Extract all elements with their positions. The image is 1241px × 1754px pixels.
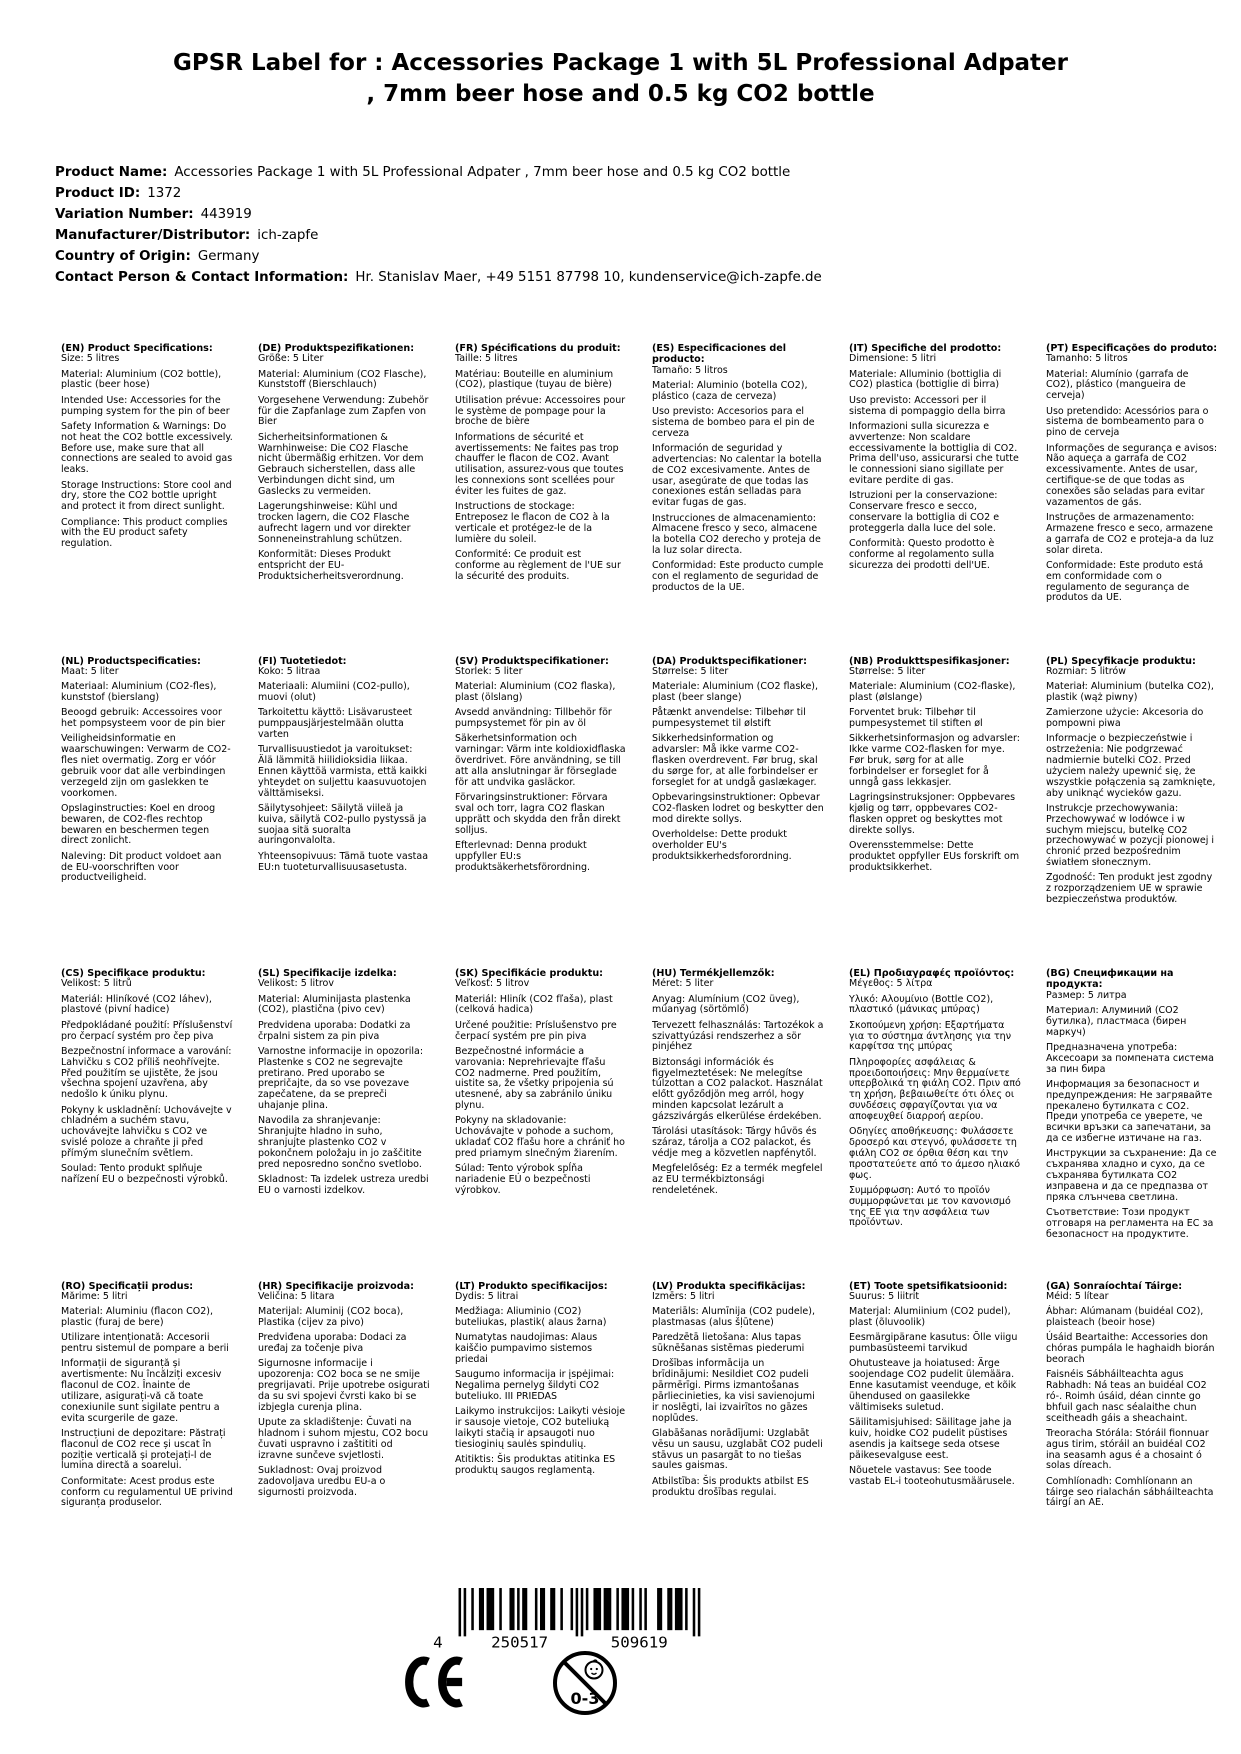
language-block-paragraph: Material: Aluminium (CO2 bottle), plastic (beer hose)	[61, 368, 222, 391]
language-block-paragraph: Material: Alumínio (garrafa de CO2), plástico (mangueira de cerveja)	[1046, 368, 1189, 402]
language-block-paragraph: Størrelse: 5 liter	[849, 665, 926, 677]
language-block-paragraph: Turvallisuustiedot ja varoitukset: Älä lämmitä hiilidioksidia liikaa. Ennen käyttöä varmista, että kaikki yhteydet on suljettu kaasuvuotojen välttämiseksi.	[258, 744, 427, 799]
language-block-paragraph: Suurus: 5 liitrit	[849, 1290, 920, 1302]
language-block-paragraph: Størrelse: 5 liter	[652, 665, 729, 677]
language-block-el	[849, 968, 1021, 1281]
language-block-ro	[61, 1281, 233, 1594]
language-block-paragraph: Ohutusteave ja hoiatused: Ärge soojendage CO2 pudelit ülemäära. Enne kasutamist veenduge, et kõik ühendused on gaasilekke vältimiseks suletud.	[849, 1358, 1017, 1413]
language-grid	[61, 343, 1219, 1593]
language-block-paragraph: Sicherheitsinformationen & Warnhinweise: Die CO2 Flasche nicht übermäßig erhitzen. Vor dem Gebrauch sicherstellen, dass alle Verbindungen dicht sind, um Gaslecks zu vermeiden.	[258, 431, 424, 497]
language-block-nl	[61, 656, 233, 969]
barcode-digits-group2: 509619	[610, 1633, 668, 1650]
language-block-paragraph: Sigurnosne informacije i upozorenja: CO2 boca se ne smije pregrijavati. Prije upotrebe osigurati da su svi spojevi čvrsti kako bi se izbjegla curenja plina.	[258, 1358, 430, 1413]
barcode-bars-icon	[428, 1588, 708, 1650]
language-block-paragraph: Súlad: Tento výrobok spĺňa nariadenie EÚ o bezpečnosti výrobkov.	[455, 1163, 591, 1196]
language-block-paragraph: Compliance: This product complies with the EU product safety regulation.	[61, 516, 228, 550]
language-block-paragraph: Efterlevnad: Denna produkt uppfyller EU:s produktsäkerhetsförordning.	[455, 839, 591, 873]
language-block-ga	[1046, 1281, 1218, 1594]
language-block-heading: (SL) Specifikacije izdelka:	[258, 968, 397, 979]
language-block-paragraph: Anyag: Alumínium (CO2 üveg), műanyag (sörtömlő)	[652, 993, 800, 1016]
language-block-paragraph: Matériau: Bouteille en aluminium (CO2), plastique (tuyau de bière)	[455, 368, 614, 391]
language-block-heading: (BG) Спецификации на продукта:	[1046, 968, 1174, 991]
language-block-heading: (SV) Produktspecifikationer:	[455, 655, 609, 667]
language-block-paragraph: Úsáid Beartaithe: Accessories don chóras pumpála le haghaidh biorán beorach	[1046, 1332, 1215, 1365]
language-block-heading: (IT) Specifiche del prodotto:	[849, 343, 1002, 354]
variation-number-line	[55, 205, 822, 226]
language-block-paragraph: Laikymo instrukcijos: Laikyti vėsioje ir sausoje vietoje, CO2 buteliuką laikyti stačią ir apsaugoti nuo tiesioginių saulės spindulių.	[455, 1406, 626, 1450]
language-block-paragraph: Konformität: Dieses Produkt entspricht der EU-Produktsicherheitsverordnung.	[258, 549, 404, 582]
language-block-paragraph: Инструкции за съхранение: Да се съхранява хладно и сухо, да се съхранява бутилката CO2 изправена и да се предпазва от пряка слънчева светлина.	[1046, 1148, 1217, 1203]
language-block-paragraph: Forventet bruk: Tilbehør til pumpesystemet til stiften øl	[849, 707, 983, 730]
language-block-paragraph: Μέγεθος: 5 λίτρα	[849, 978, 933, 990]
language-block-paragraph: Eesmärgipärane kasutus: Õlle viigu pumbasüsteemi tarvikud	[849, 1332, 1018, 1355]
language-block-heading: (CS) Specifikace produktu:	[61, 968, 206, 979]
language-block-paragraph: Sikkerhetsinformasjon og advarsler: Ikke varme CO2-flasken for mye. Før bruk, sørg for at alle forbindelser er forseglet for å unngå gass lekkasjer.	[849, 733, 1020, 788]
language-block-paragraph: Säilytysohjeet: Säilytä viileä ja kuiva, säilytä CO2-pullo pystyssä ja suojaa sitä suoralta auringonvalolta.	[258, 802, 427, 847]
age-warning-label: 0-3	[570, 1689, 600, 1708]
manufacturer-value: ich-zapfe	[257, 227, 319, 243]
language-block-paragraph: Förvaringsinstruktioner: Förvara sval och torr, lagra CO2 flaskan upprätt och skydda den från direkt solljus.	[455, 792, 621, 836]
language-block-paragraph: Taille: 5 litres	[455, 353, 518, 365]
language-block-paragraph: Tarkoitettu käyttö: Lisävarusteet pumppausjärjestelmään olutta varten	[258, 707, 413, 740]
language-block-da	[652, 656, 824, 969]
language-block-paragraph: Dydis: 5 litrai	[455, 1290, 519, 1302]
ean13-barcode	[428, 1588, 708, 1650]
variation-number-label: Variation Number:	[55, 206, 194, 222]
country-of-origin-value: Germany	[197, 248, 260, 264]
language-block-paragraph: Uso previsto: Accessori per il sistema di pompaggio della birra	[849, 394, 1006, 417]
language-block-paragraph: Yhteensopivuus: Tämä tuote vastaa EU:n tuoteturvallisuusasetusta.	[258, 850, 429, 873]
country-of-origin-label: Country of Origin:	[55, 248, 191, 264]
language-block-heading: (PL) Specyfikacje produktu:	[1046, 655, 1196, 667]
language-block-paragraph: Tamanho: 5 litros	[1046, 353, 1128, 365]
language-block-et	[849, 1281, 1021, 1594]
language-block-paragraph: Πληροφορίες ασφάλειας & προειδοποιήσεις: Μην θερμαίνετε υπερβολικά τη φιάλη CO2. Πριν από τη χρήση, βεβαιωθείτε ότι όλες οι συνδέσεις σφραγίζονται για να αποφευχθεί διαρροή αερίου.	[849, 1056, 1021, 1122]
language-block-paragraph: Koko: 5 litraa	[258, 665, 321, 677]
language-block-fi	[258, 656, 430, 969]
language-block-heading: (ES) Especificaciones del producto:	[652, 343, 787, 366]
language-block-paragraph: Biztonsági információk és figyelmeztetések: Ne melegítse túlzottan a CO2 palackot. Használat előtt győződjön meg arról, hogy minden kapcsolat lezárult a gázszivárgás elkerülése érdekében.	[652, 1056, 823, 1122]
language-block-paragraph: Atitiktis: Šis produktas atitinka ES produktų saugos reglamentą.	[455, 1454, 616, 1476]
language-block-paragraph: Υλικό: Αλουμίνιο (Bottle CO2), πλαστικό (μάνικας μπύρας)	[849, 993, 994, 1016]
language-block-heading: (HR) Specifikacije proizvoda:	[258, 1280, 414, 1292]
language-block-paragraph: Storlek: 5 liter	[455, 665, 523, 677]
language-block-paragraph: Glabāšanas norādījumi: Uzglabāt vēsu un sausu, uzglabāt CO2 pudeli stāvus un pasargāt to no tiešas saules gaismas.	[652, 1427, 823, 1472]
language-block-paragraph: Numatytas naudojimas: Alaus kaiščio pumpavimo sistemos priedai	[455, 1332, 598, 1365]
page-title	[0, 48, 1241, 110]
language-block-paragraph: Uso previsto: Accesorios para el sistema de bombeo para el pin de cerveza	[652, 406, 815, 439]
language-block-heading: (FI) Tuotetiedot:	[258, 655, 347, 667]
language-block-paragraph: Material: Aluminium (CO2 Flasche), Kunststoff (Bierschlauch)	[258, 368, 427, 391]
language-block-paragraph: Maat: 5 liter	[61, 665, 119, 677]
language-block-paragraph: Utilisation prévue: Accessoires pour le système de pompage pour la broche de bière	[455, 394, 626, 428]
language-block-paragraph: Dimensione: 5 litri	[849, 353, 937, 365]
language-block-es	[652, 343, 824, 656]
language-block-paragraph: Οδηγίες αποθήκευσης: Φυλάσσετε δροσερό και στεγνό, φυλάσσετε τη φιάλη CO2 σε όρθια θέση και την προστατεύετε από το άμεσο ηλιακό φως.	[849, 1126, 1021, 1181]
language-block-paragraph: Materiale: Aluminium (CO2 flaske), plast (beer slange)	[652, 681, 819, 703]
language-block-sv	[455, 656, 627, 969]
language-block-paragraph: Tervezett felhasználás: Tartozékok a szivattyúzási rendszerhez a sör pinjéhez	[652, 1019, 824, 1053]
language-block-paragraph: Material: Aluminiu (flacon CO2), plastic (furaj de bere)	[61, 1306, 214, 1328]
language-block-paragraph: Varnostne informacije in opozorila: Plastenke s CO2 ne segrevajte pretirano. Pred uporabo se prepričajte, da so vse povezave zapečatene, da se prepreči uhajanje plina.	[258, 1045, 424, 1112]
language-block-paragraph: Informações de segurança e avisos: Não aqueça a garrafa de CO2 excessivamente. Antes de usar, certifique-se de que todas as conexões são seladas para evitar vazamentos de gás.	[1046, 442, 1218, 508]
language-block-paragraph: Předpokládané použití: Příslušenství pro čerpací systém pro čep piva	[61, 1019, 233, 1042]
language-block-paragraph: Pokyny k uskladnění: Uchovávejte v chladném a suchém stavu, uchovávejte lahvičku s CO2 ve svislé poloze a chraňte ji před přímým slunečním světlem.	[61, 1104, 232, 1159]
language-block-paragraph: Materiale: Aluminium (CO2-flaske), plast (ølslange)	[849, 681, 1016, 703]
language-block-paragraph: Предназначена употреба: Аксесоари за помпената система за пин бира	[1046, 1041, 1214, 1075]
language-block-paragraph: Materiaal: Aluminium (CO2-fles), kunststof (bierslang)	[61, 681, 217, 703]
language-block-paragraph: Informazioni sulla sicurezza e avvertenze: Non scaldare eccessivamente la bottiglia di CO2. Prima dell'uso, assicurarsi che tutte le connessioni siano sigillate per evitare perdite di gas.	[849, 420, 1019, 487]
language-block-paragraph: Material: Aluminium (CO2 flaska), plast (ölslang)	[455, 681, 616, 703]
language-block-paragraph: Materiál: Hliníkové (CO2 láhev), plastové (pivní hadice)	[61, 993, 212, 1016]
language-block-paragraph: Conformité: Ce produit est conforme au règlement de l'UE sur la sécurité des produits.	[455, 549, 621, 582]
language-block-paragraph: Overensstemmelse: Dette produktet oppfyller EUs forskrift om produktsikkerhet.	[849, 839, 1020, 873]
language-block-paragraph: Conformidade: Este produto está em conformidade com o regulamento de segurança de produtos da UE.	[1046, 559, 1204, 604]
product-id-label: Product ID:	[55, 185, 141, 201]
language-block-paragraph: Размер: 5 литра	[1046, 989, 1127, 1001]
language-block-bg	[1046, 968, 1218, 1281]
language-block-paragraph: Predvidena uporaba: Dodatki za črpalni sistem za pin piva	[258, 1019, 411, 1042]
language-block-paragraph: Informații de siguranță și avertismente: Nu încălziți excesiv flaconul de CO2. Înainte de utilizare, asigurați-vă că toate conexiunile sunt sigilate pentru a evita scurgerile de gaze.	[61, 1358, 222, 1424]
language-block-paragraph: Predviđena uporaba: Dodaci za uređaj za točenje piva	[258, 1332, 407, 1355]
language-block-paragraph: Zamierzone użycie: Akcesoria do pompowni piwa	[1046, 707, 1204, 730]
barcode-digits-group1: 250517	[491, 1633, 549, 1650]
language-block-paragraph: Opslaginstructies: Koel en droog bewaren, de CO2-fles rechtop bewaren en beschermen tegen direct zonlicht.	[61, 802, 216, 847]
language-block-paragraph: Materiál: Hliník (CO2 fľaša), plast (celková hadica)	[455, 993, 613, 1016]
language-block-paragraph: Méret: 5 liter	[652, 978, 714, 990]
product-id-value: 1372	[147, 185, 182, 201]
language-block-paragraph: Velikost: 5 litrov	[258, 978, 334, 990]
language-block-paragraph: Instrucțiuni de depozitare: Păstrați flaconul de CO2 rece și uscat în poziție verticală și protejați-l de lumina directă a soarelui.	[61, 1427, 226, 1472]
language-block-paragraph: Rozmiar: 5 litrów	[1046, 665, 1126, 677]
language-block-heading: (EL) Προδιαγραφές προϊόντος:	[849, 968, 1015, 979]
language-block-paragraph: Lagringsinstruksjoner: Oppbevares kjølig og tørr, oppbevares CO2-flasken oppret og beskyttes mot direkte sollys.	[849, 792, 1016, 836]
language-block-paragraph: Materijal: Aluminij (CO2 boca), Plastika (cijev za pivo)	[258, 1306, 404, 1328]
language-block-paragraph: Saugumo informacija ir įspėjimai: Negalima pernelyg šildyti CO2 buteliuko. III PRIEDAS	[455, 1369, 615, 1402]
product-name-line	[55, 163, 822, 184]
language-block-paragraph: Drošības informācija un brīdinājumi: Nesildiet CO2 pudeli pārmērīgi. Pirms izmantošanas pārliecinieties, ka visi savienojumi ir noslēgti, lai izvairītos no gāzes noplūdes.	[652, 1358, 815, 1424]
language-block-paragraph: Určené použitie: Príslušenstvo pre čerpací systém pre pin piva	[455, 1019, 617, 1042]
language-block-paragraph: Materjal: Alumiinium (CO2 pudel), plast (õluvoolik)	[849, 1306, 1011, 1328]
language-block-paragraph: Информация за безопасност и предупреждения: Не загрявайте прекалено бутилката с CO2. Преди употреба се уверете, че всички връзки са запечатани, за да се избегне изтичане на газ.	[1046, 1078, 1213, 1145]
language-block-paragraph: Informacje o bezpieczeństwie i ostrzeżenia: Nie podgrzewać nadmiernie butelki CO2. Przed użyciem należy upewnić się, że wszystkie połączenia są zamknięte, aby uniknąć wycieków gazu.	[1046, 733, 1216, 799]
page-title-line2: , 7mm beer hose and 0.5 kg CO2 bottle	[366, 81, 875, 108]
language-block-paragraph: Bezpečnostné informácie a varovania: Neprehrievajte fľašu CO2 nadmerne. Pred použitím, uistite sa, že všetky pripojenia sú utesnené, aby sa zabránilo úniku plynu.	[455, 1045, 614, 1112]
language-block-paragraph: Pokyny na skladovanie: Uchovávajte v pohode a suchom, ukladať CO2 fľašu hore a chrániť ho pred priamym slnečným žiarením.	[455, 1115, 625, 1159]
language-block-pt	[1046, 343, 1218, 656]
language-block-pl	[1046, 656, 1218, 969]
language-block-paragraph: Faisnéis Sábháilteachta agus Rabhadh: Ná teas an buidéal CO2 ró-. Roimh úsáid, déan cinnte go bhfuil gach nasc séalaithe chun sceitheadh gáis a sheachaint.	[1046, 1369, 1207, 1424]
language-block-paragraph: Säilitamisjuhised: Säilitage jahe ja kuiv, hoidke CO2 pudelit püstises asendis ja kaitsege seda otsese päikesevalguse eest.	[849, 1417, 1012, 1461]
language-block-paragraph: Sukladnost: Ovaj proizvod zadovoljava uredbu EU-a o sigurnosti proizvoda.	[258, 1464, 386, 1498]
language-block-heading: (GA) Sonraíochtaí Táirge:	[1046, 1280, 1183, 1292]
variation-number-value: 443919	[200, 206, 252, 222]
language-block-paragraph: Utilizare intenționată: Accesorii pentru sistemul de pompare a berii	[61, 1332, 229, 1355]
language-block-heading: (LT) Produkto specifikacijos:	[455, 1280, 608, 1292]
language-block-paragraph: Nõuetele vastavus: See toode vastab EL-i tooteohutusmäärusele.	[849, 1464, 1015, 1487]
language-block-paragraph: Instrukcje przechowywania: Przechowywać w lodówce i w suchym miejscu, butelkę CO2 przechowywać w pozycji pionowej i chronić przed bezpośrednim światłem słonecznym.	[1046, 802, 1215, 869]
language-block-paragraph: Материал: Алуминий (CO2 бутилка), пластмаса (бирен маркуч)	[1046, 1004, 1187, 1038]
language-block-cs	[61, 968, 233, 1281]
language-block-paragraph: Conformitate: Acest produs este conform cu regulamentul UE privind siguranța produselor.	[61, 1475, 233, 1509]
language-block-paragraph: Съответствие: Този продукт отговаря на регламента на ЕС за безопасност на продуктите.	[1046, 1207, 1214, 1240]
language-block-heading: (NB) Produkttspesifikasjoner:	[849, 655, 1010, 667]
language-block-en	[61, 343, 233, 656]
contact-line	[55, 268, 822, 289]
language-block-paragraph: Mărime: 5 litri	[61, 1290, 128, 1302]
product-name-value: Accessories Package 1 with 5L Professional Adpater , 7mm beer hose and 0.5 kg CO2 bottle	[174, 165, 791, 180]
language-block-heading: (LV) Produkta specifikācijas:	[652, 1280, 806, 1292]
language-block-heading: (RO) Specificații produs:	[61, 1280, 194, 1292]
age-warning-0-3-icon	[548, 1642, 622, 1728]
language-block-paragraph: Treoracha Stórála: Stóráil fionnuar agus tirim, stóráil an buidéal CO2 ina seasamh agus é a chosaint ó solas díreach.	[1046, 1427, 1209, 1472]
language-block-paragraph: Instruções de armazenamento: Armazene fresco e seco, armazene a garrafa de CO2 e proteja-a da luz solar direta.	[1046, 512, 1214, 556]
language-block-paragraph: Vorgesehene Verwendung: Zubehör für die Zapfanlage zum Zapfen von Bier	[258, 394, 429, 428]
language-block-lv	[652, 1281, 824, 1594]
language-block-paragraph: Lagerungshinweise: Kühl und trocken lagern, die CO2 Flasche aufrecht lagern und vor direkter Sonneneinstrahlung schützen.	[258, 501, 411, 545]
language-block-paragraph: Ábhar: Alúmanam (buidéal CO2), plaisteach (beoir hose)	[1046, 1306, 1204, 1328]
language-block-lt	[455, 1281, 627, 1594]
language-block-sk	[455, 968, 627, 1281]
language-block-paragraph: Συμμόρφωση: Αυτό το προϊόν συμμορφώνεται με τον κανονισμό της ΕΕ για την ασφάλεια των προϊόντων.	[849, 1184, 1011, 1229]
language-block-it	[849, 343, 1021, 656]
language-block-paragraph: Storage Instructions: Store cool and dry, store the CO2 bottle upright and protect it from direct sunlight.	[61, 479, 232, 513]
language-block-paragraph: Größe: 5 Liter	[258, 353, 324, 365]
barcode-digit-left: 4	[433, 1633, 443, 1650]
language-block-paragraph: Bezpečnostní informace a varování: Lahvičku s CO2 příliš neohřívejte. Před použitím se ujistěte, že jsou všechna spojení uzavřena, aby nedošlo k úniku plynu.	[61, 1045, 232, 1101]
language-block-paragraph: Megfelelőség: Ez a termék megfelel az EU termékbiztonsági rendeletének.	[652, 1163, 823, 1196]
language-block-paragraph: Safety Information & Warnings: Do not heat the CO2 bottle excessively. Before use, make sure that all connections are sealed to avoid gas leaks.	[61, 420, 233, 476]
language-block-paragraph: Naleving: Dit product voldoet aan de EU-voorschriften voor productveiligheid.	[61, 850, 222, 884]
language-block-paragraph: Medžiaga: Aliuminio (CO2) buteliukas, plastik( alaus žarna)	[455, 1306, 607, 1328]
country-of-origin-line	[55, 247, 822, 268]
language-block-de	[258, 343, 430, 656]
product-id-line	[55, 184, 822, 205]
language-block-paragraph: Skladnost: Ta izdelek ustreza uredbi EU o varnosti izdelkov.	[258, 1174, 429, 1196]
language-block-paragraph: Comhlíonadh: Comhlíonann an táirge seo rialachán sábháilteachta táirgí an AE.	[1046, 1475, 1214, 1509]
language-block-paragraph: Veiligheidsinformatie en waarschuwingen: Verwarm de CO2-fles niet overmatig. Zorg er vóór gebruik voor dat alle verbindingen verzegeld zijn om gaslekken te voorkomen.	[61, 733, 231, 799]
language-block-paragraph: Izmērs: 5 litri	[652, 1290, 715, 1302]
product-name-label: Product Name:	[55, 165, 168, 180]
language-block-heading: (FR) Spécifications du produit:	[455, 343, 621, 354]
language-block-paragraph: Upute za skladištenje: Čuvati na hladnom i suhom mjestu, CO2 bocu čuvati uspravno i zaštititi od izravne sunčeve svjetlosti.	[258, 1417, 429, 1461]
language-block-nb	[849, 656, 1021, 969]
language-block-paragraph: Intended Use: Accessories for the pumping system for the pin of beer	[61, 394, 230, 417]
language-block-heading: (HU) Termékjellemzők:	[652, 968, 775, 979]
language-block-paragraph: Materiāls: Alumīnija (CO2 pudele), plastmasas (alus šļūtene)	[652, 1306, 815, 1328]
language-block-heading: (EN) Product Specifications:	[61, 343, 213, 354]
language-block-hr	[258, 1281, 430, 1594]
language-block-paragraph: Atbilstība: Šis produkts atbilst ES produktu drošības regulai.	[652, 1475, 809, 1498]
language-block-paragraph: Materiał: Aluminium (butelka CO2), plastik (wąż piwny)	[1046, 681, 1214, 703]
language-block-paragraph: Material: Aluminio (botella CO2), plástico (caza de cerveza)	[652, 379, 808, 402]
manufacturer-label: Manufacturer/Distributor:	[55, 227, 251, 243]
contact-label: Contact Person & Contact Information:	[55, 269, 349, 285]
product-info	[55, 163, 822, 288]
language-block-fr	[455, 343, 627, 656]
language-block-paragraph: Soulad: Tento produkt splňuje nařízení EU o bezpečnosti výrobků.	[61, 1163, 228, 1186]
language-block-heading: (ET) Toote spetsifikatsioonid:	[849, 1280, 1008, 1292]
language-block-paragraph: Conformità: Questo prodotto è conforme al regolamento sulla sicurezza dei prodotti dell'UE.	[849, 538, 995, 571]
ce-mark-icon	[398, 1652, 466, 1716]
language-block-paragraph: Velikost: 5 litrů	[61, 978, 132, 990]
language-block-paragraph: Tamaño: 5 litros	[652, 364, 728, 376]
language-block-paragraph: Materiaali: Alumiini (CO2-pullo), muovi (olut)	[258, 681, 410, 703]
language-block-paragraph: Sikkerhedsinformation og advarsler: Må ikke varme CO2-flasken overdrevent. Før brug, skal du sørge for, at alle forbindelser er forseglet for at undgå gaslækager.	[652, 733, 818, 788]
language-block-paragraph: Veličina: 5 litara	[258, 1290, 335, 1302]
language-block-sl	[258, 968, 430, 1281]
language-block-paragraph: Opbevaringsinstruktioner: Opbevar CO2-flasken lodret og beskytter den mod direkte sollys.	[652, 792, 824, 825]
language-block-paragraph: Informations de sécurité et avertissements: Ne faites pas trop chauffer le flacon de CO2. Avant utilisation, assurez-vous que toutes les connexions sont scellées pour éviter les fuites de gaz.	[455, 431, 624, 497]
language-block-paragraph: Méid: 5 lítear	[1046, 1290, 1109, 1302]
language-block-paragraph: Instructions de stockage: Entreposez le flacon de CO2 à la verticale et protégez-le de la lumière du soleil.	[455, 501, 610, 545]
language-block-paragraph: Istruzioni per la conservazione: Conservare fresco e secco, conservare la bottiglia di CO2 e proteggerla dalla luce del sole.	[849, 490, 1000, 534]
language-block-paragraph: Beoogd gebruik: Accessoires voor het pompsysteem voor de pin bier	[61, 707, 226, 730]
language-block-paragraph: Uso pretendido: Acessórios para o sistema de bombeamento para o pino de cerveja	[1046, 405, 1209, 439]
language-block-paragraph: Veľkosť: 5 litrov	[455, 978, 530, 990]
language-block-paragraph: Tárolási utasítások: Tárgy hűvös és száraz, tárolja a CO2 palackot, és védje meg a közvetlen napfénytől.	[652, 1126, 817, 1159]
language-block-paragraph: Información de seguridad y advertencias: No calentar la botella de CO2 excesivamente. Antes de usar, asegúrate de que todas las conexiones están selladas para evitar fugas de gas.	[652, 443, 822, 509]
language-block-hu	[652, 968, 824, 1281]
language-block-heading: (PT) Especificações do produto:	[1046, 343, 1218, 354]
manufacturer-line	[55, 226, 822, 247]
language-block-paragraph: Säkerhetsinformation och varningar: Värm inte koldioxidflaska överdrivet. Före användning, se till att alla anslutningar är förseglade för att undvika gasläckor.	[455, 733, 626, 788]
language-block-heading: (SK) Špecifikácie produktu:	[455, 968, 604, 979]
contact-value: Hr. Stanislav Maer, +49 5151 87798 10, kundenservice@ich-zapfe.de	[355, 269, 822, 285]
language-block-paragraph: Påtænkt anvendelse: Tilbehør til pumpesystemet til ølstift	[652, 707, 806, 730]
language-block-paragraph: Avsedd användning: Tillbehör för pumpsystemet för pin av öl	[455, 707, 612, 730]
language-block-heading: (DA) Produktspecifikationer:	[652, 655, 807, 667]
language-block-paragraph: Paredzētā lietošana: Alus tapas sūknēšanas sistēmas piederumi	[652, 1332, 805, 1355]
page-title-line1: GPSR Label for : Accessories Package 1 with 5L Professional Adpater	[173, 50, 1068, 76]
language-block-paragraph: Σκοπούμενη χρήση: Εξαρτήματα για το σύστημα άντλησης για την καρφίτσα της μπύρας	[849, 1019, 1012, 1053]
language-block-paragraph: Navodila za shranjevanje: Shranjujte hladno in suho, shranjujte plastenko CO2 v pokončnem položaju in jo zaščitite pred neposredno sončno svetlobo.	[258, 1115, 422, 1170]
language-block-paragraph: Conformidad: Este producto cumple con el reglamento de seguridad de productos de la UE.	[652, 560, 824, 594]
language-block-paragraph: Material: Aluminijasta plastenka (CO2), plastična (pivo cev)	[258, 993, 411, 1016]
language-block-paragraph: Size: 5 litres	[61, 353, 120, 365]
language-block-paragraph: Materiale: Alluminio (bottiglia di CO2) plastica (bottiglie di birra)	[849, 368, 1002, 391]
language-block-heading: (NL) Productspecificaties:	[61, 655, 201, 667]
language-block-paragraph: Overholdelse: Dette produkt overholder EU's produktsikkerhedsforordning.	[652, 829, 792, 862]
language-block-paragraph: Zgodność: Ten produkt jest zgodny z rozporządzeniem UE w sprawie bezpieczeństwa produktów.	[1046, 872, 1213, 906]
language-block-paragraph: Instrucciones de almacenamiento: Almacene fresco y seco, almacene la botella CO2 derecho y proteja de la luz solar directa.	[652, 512, 821, 557]
language-block-heading: (DE) Produktspezifikationen:	[258, 343, 415, 354]
